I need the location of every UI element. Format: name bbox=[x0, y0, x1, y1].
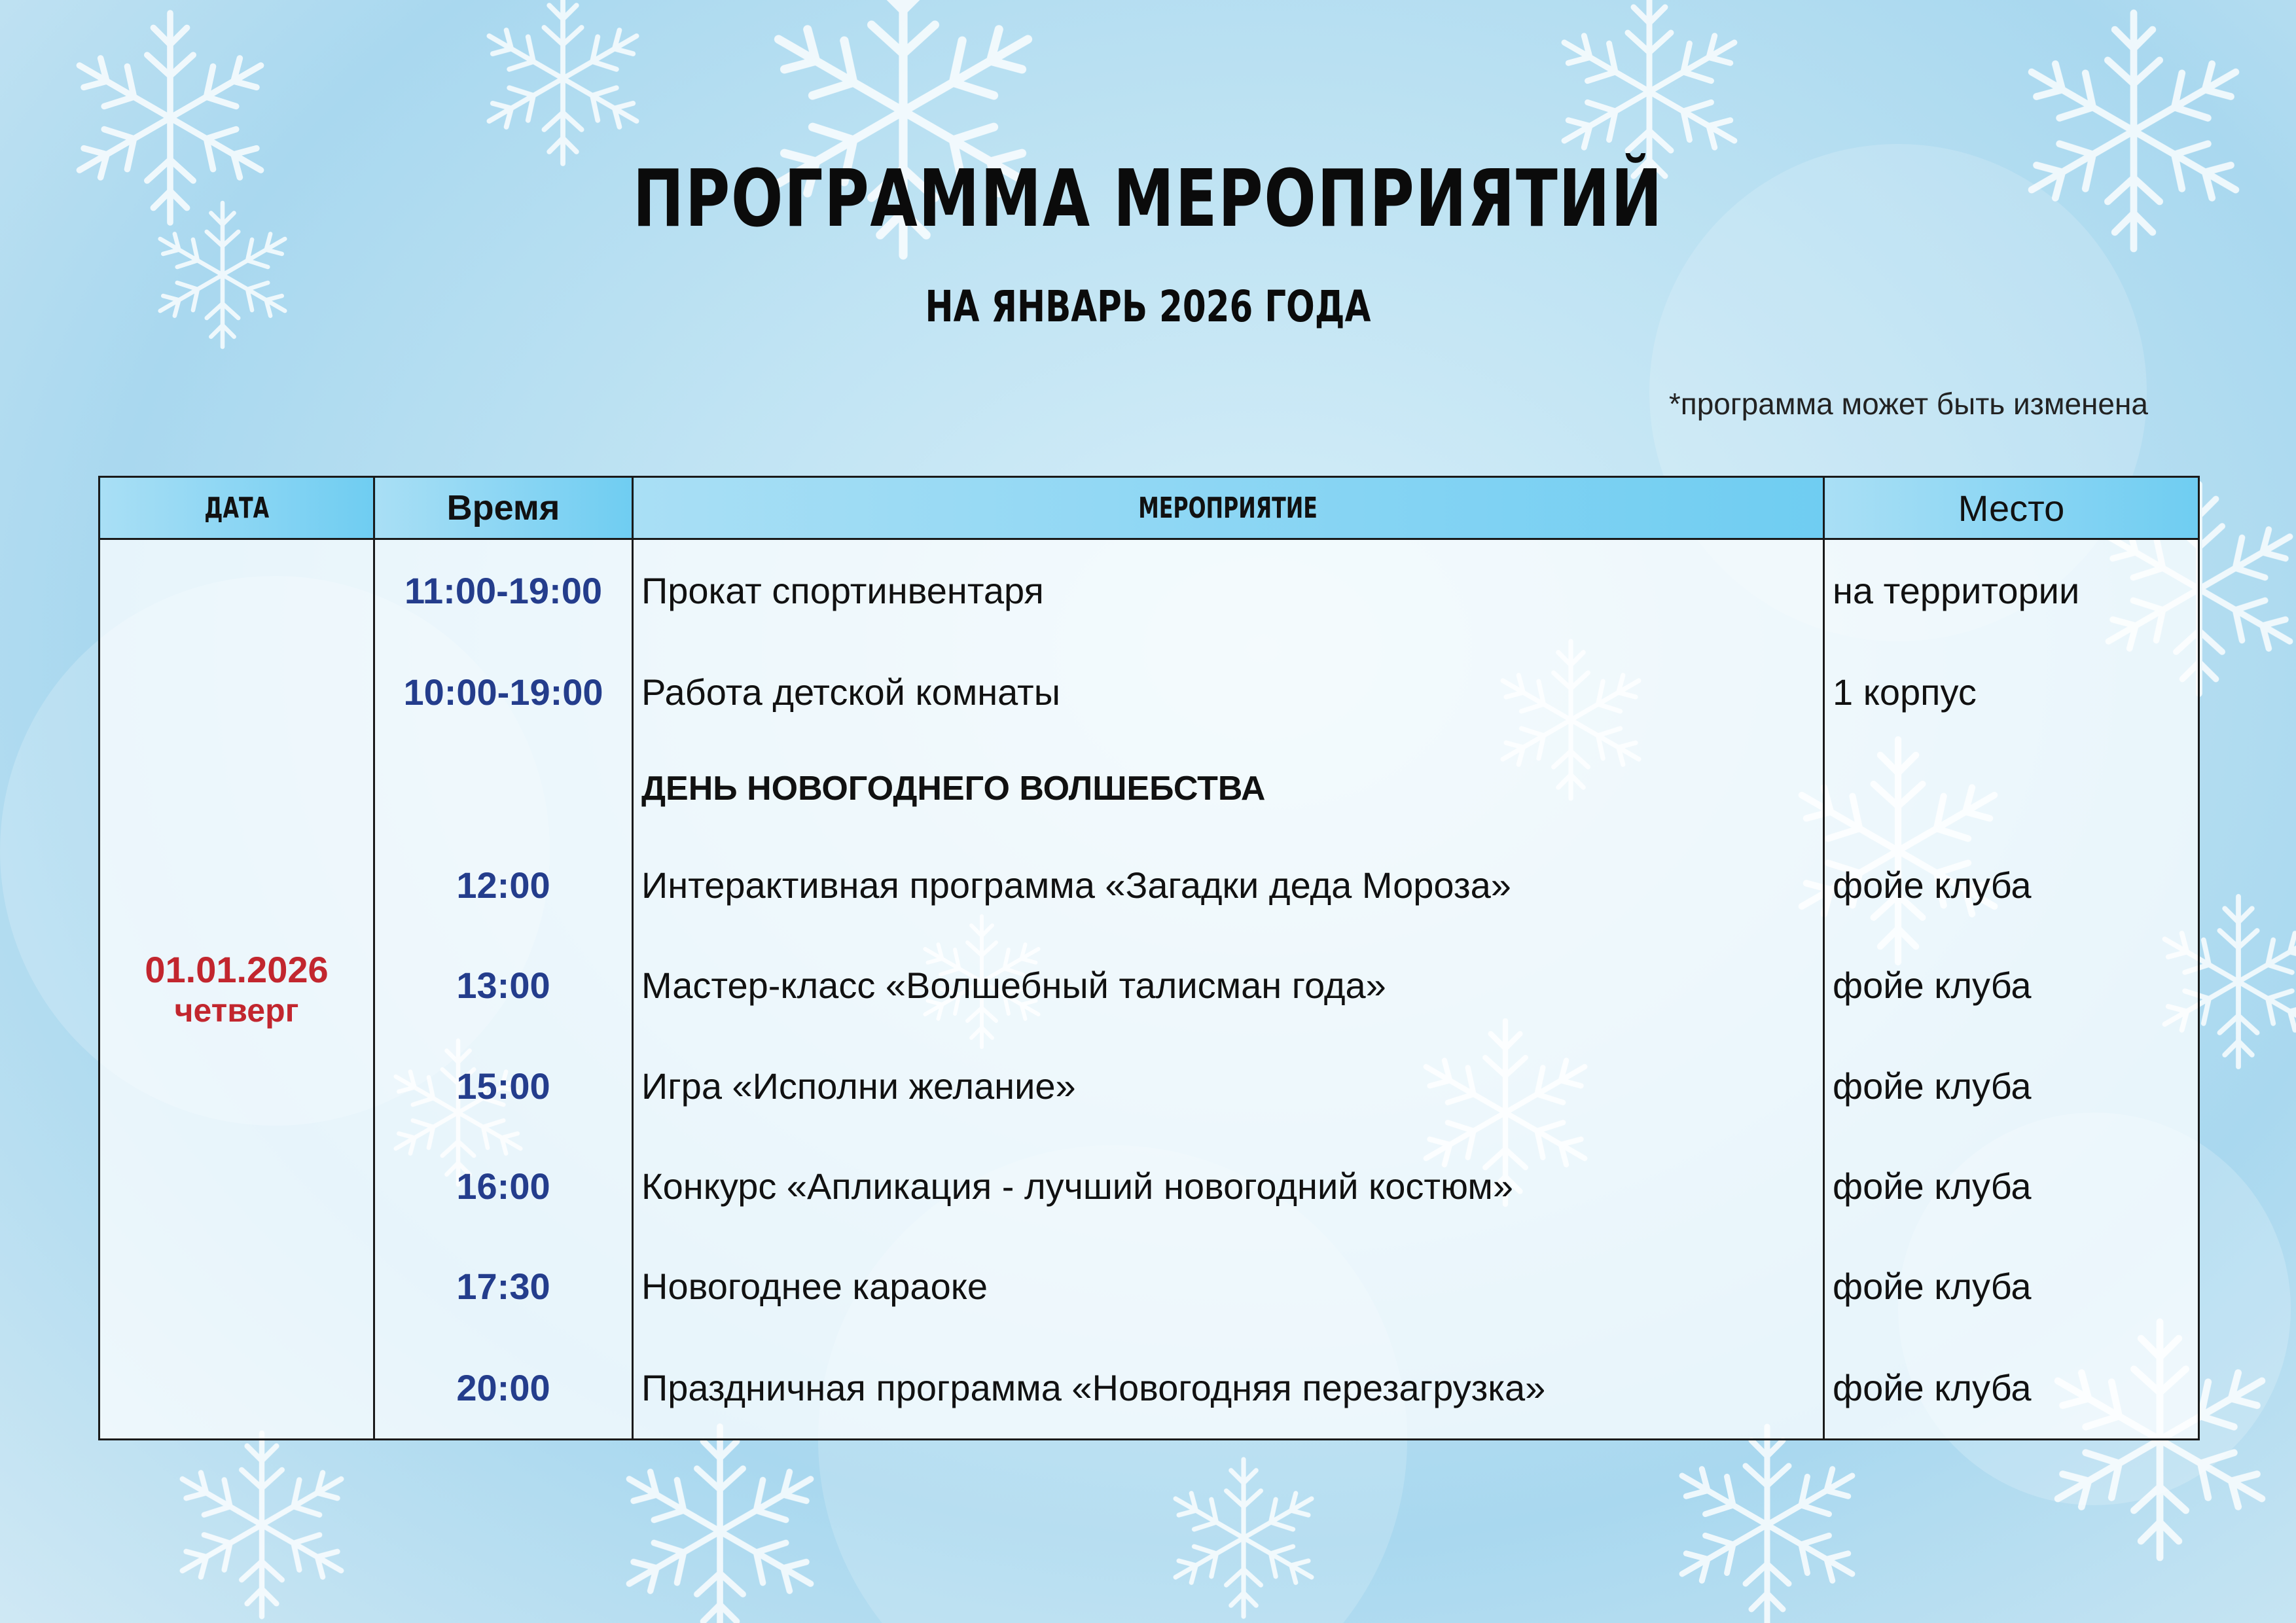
time-cell: 10:00-19:00 bbox=[374, 641, 633, 741]
date-cell bbox=[99, 539, 374, 1440]
event-cell: Мастер-класс «Волшебный талисман года» bbox=[633, 935, 1824, 1035]
table-row bbox=[99, 1337, 2199, 1440]
header-time: Время bbox=[374, 477, 633, 539]
header-event: МЕРОПРИЯТИЕ bbox=[633, 477, 1824, 539]
event-date: 01.01.2026 bbox=[145, 948, 329, 990]
place-cell: фойе клуба bbox=[1824, 1035, 2199, 1135]
place-cell: на территории bbox=[1824, 539, 2199, 642]
time-cell: 17:30 bbox=[374, 1236, 633, 1336]
event-weekday: четверг bbox=[174, 991, 299, 1029]
place-cell: фойе клуба bbox=[1824, 835, 2199, 935]
table-row bbox=[99, 641, 2199, 741]
table-header-row bbox=[99, 477, 2199, 539]
time-cell bbox=[374, 742, 633, 835]
table-row bbox=[99, 935, 2199, 1035]
table-row bbox=[99, 1236, 2199, 1336]
event-cell: Игра «Исполни желание» bbox=[633, 1035, 1824, 1135]
place-cell: фойе клуба bbox=[1824, 935, 2199, 1035]
table-row bbox=[99, 1136, 2199, 1236]
time-cell: 13:00 bbox=[374, 935, 633, 1035]
table-row bbox=[99, 835, 2199, 935]
time-cell: 20:00 bbox=[374, 1337, 633, 1440]
header-place: Место bbox=[1824, 477, 2199, 539]
event-cell: Прокат спортинвентаря bbox=[633, 539, 1824, 642]
time-cell: 15:00 bbox=[374, 1035, 633, 1135]
event-cell: Праздничная программа «Новогодняя перезагрузка» bbox=[633, 1337, 1824, 1440]
change-note: *программа может быть изменена bbox=[1668, 387, 2148, 421]
time-cell: 12:00 bbox=[374, 835, 633, 935]
event-cell: Работа детской комнаты bbox=[633, 641, 1824, 741]
place-cell: фойе клуба bbox=[1824, 1136, 2199, 1236]
page-subtitle: НА ЯНВАРЬ 2026 ГОДА bbox=[925, 281, 1371, 332]
time-cell: 11:00-19:00 bbox=[374, 539, 633, 642]
time-cell: 16:00 bbox=[374, 1136, 633, 1236]
event-cell: Конкурс «Апликация - лучший новогодний костюм» bbox=[633, 1136, 1824, 1236]
page-title: ПРОГРАММА МЕРОПРИЯТИЙ bbox=[632, 154, 1664, 245]
table-row bbox=[99, 539, 2199, 642]
event-cell: Интерактивная программа «Загадки деда Мороза» bbox=[633, 835, 1824, 935]
header-date: ДАТА bbox=[99, 477, 374, 539]
section-heading: ДЕНЬ НОВОГОДНЕГО ВОЛШЕБСТВА bbox=[633, 742, 1824, 835]
table-row bbox=[99, 1035, 2199, 1135]
event-cell: Новогоднее караоке bbox=[633, 1236, 1824, 1336]
table-row bbox=[99, 742, 2199, 835]
place-cell: 1 корпус bbox=[1824, 641, 2199, 741]
place-cell: фойе клуба bbox=[1824, 1337, 2199, 1440]
place-cell: фойе клуба bbox=[1824, 1236, 2199, 1336]
events-table bbox=[98, 476, 2200, 1440]
place-cell bbox=[1824, 742, 2199, 835]
